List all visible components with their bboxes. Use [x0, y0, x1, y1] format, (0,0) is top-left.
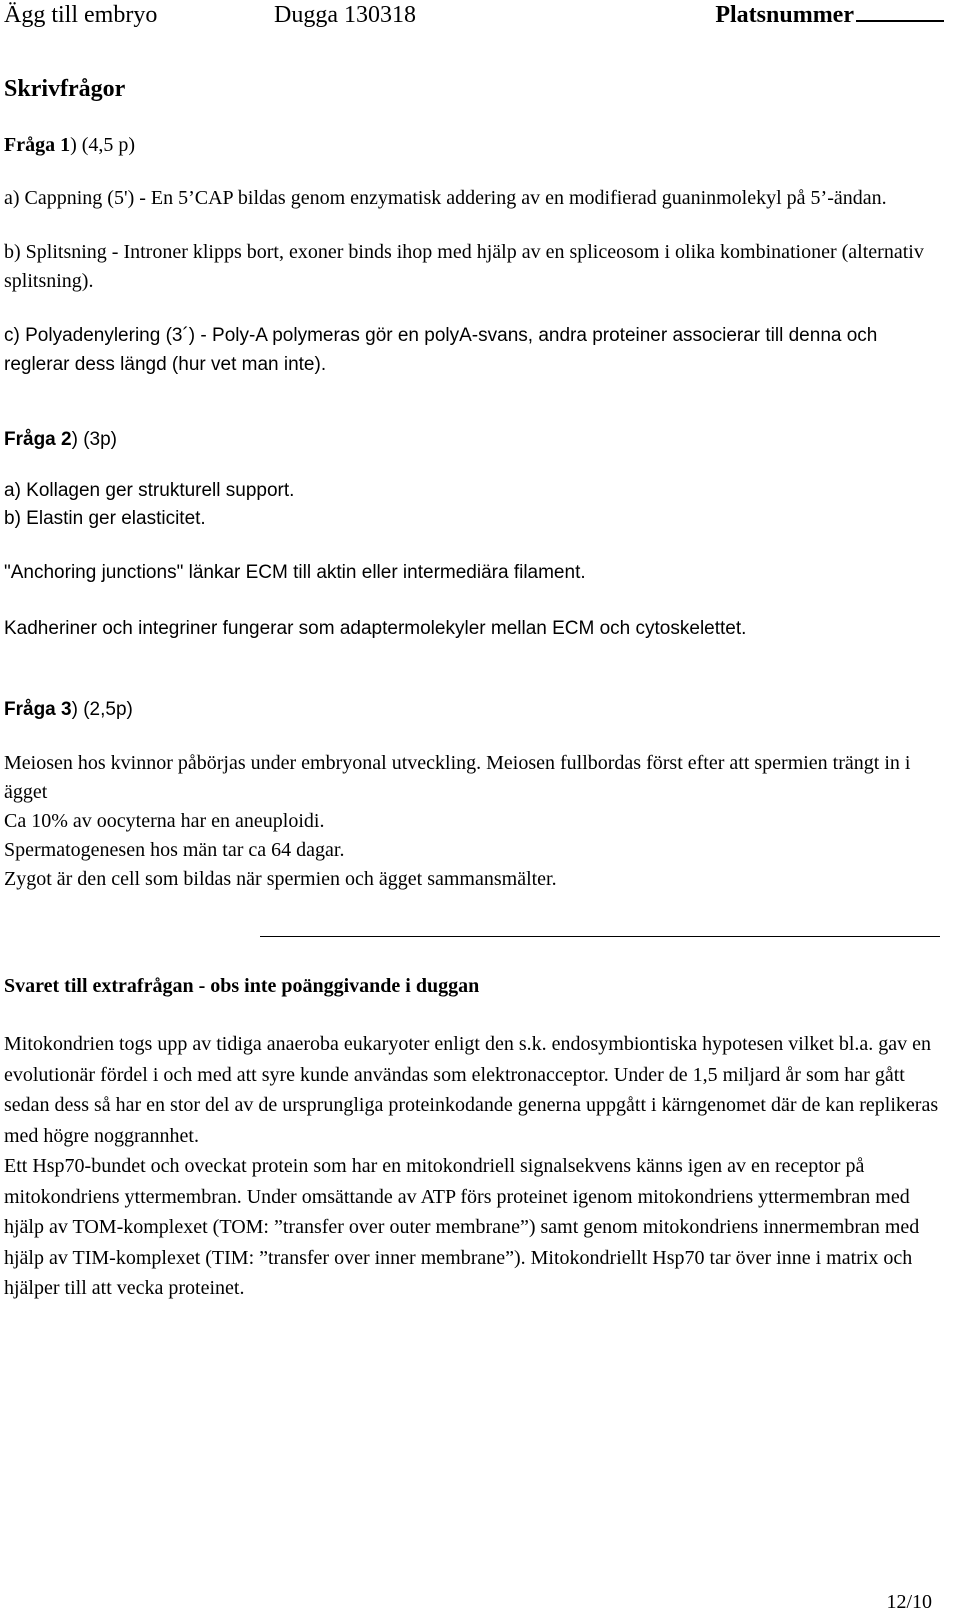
question-3-line-3: Spermatogenesen hos män tar ca 64 dagar.: [4, 839, 345, 861]
seat-number-blank: [856, 20, 944, 22]
question-1-points: ) (4,5 p): [70, 134, 136, 156]
question-3-label: Fråga 3: [4, 699, 72, 720]
extra-question-title: Svaret till extrafrågan - obs inte poänggivande i duggan: [4, 975, 480, 997]
question-2-answer-a: a) Kollagen ger strukturell support.: [4, 480, 295, 501]
question-1-answer-b: b) Splitsning - Introner klipps bort, exoner binds ihop med hjälp av en spliceosom i olika kombinationer (alternativ splitsning).: [4, 241, 924, 292]
document-content: [4, 74, 944, 1304]
question-3-points: ) (2,5p): [71, 699, 133, 720]
question-2-answer-b: b) Elastin ger elasticitet.: [4, 508, 206, 529]
question-2-paragraph-1: "Anchoring junctions" länkar ECM till aktin eller intermediära filament.: [4, 562, 586, 583]
question-2-paragraph-2: Kadheriner och integriner fungerar som adaptermolekyler mellan ECM och cytoskelettet.: [4, 618, 747, 639]
question-1-answer-c: c) Polyadenylering (3´) - Poly-A polymeras gör en polyA-svans, andra proteiner associerar till denna och reglerar dess längd (hur vet man inte).: [4, 325, 878, 375]
question-3-line-2: Ca 10% av oocyterna har en aneuploidi.: [4, 810, 325, 832]
page-number: 12/10: [886, 1591, 932, 1613]
question-1-heading: [4, 132, 944, 158]
question-2-points: ) (3p): [71, 429, 117, 450]
question-1-label: Fråga 1: [4, 134, 71, 156]
extra-answer-paragraph-2: Ett Hsp70-bundet och oveckat protein som har en mitokondriell signalsekvens känns igen av en receptor på mitokondriens yttermembran. Under omsättande av ATP förs proteinet igenom mitokondriens yttermembran med hjälp av TOM-komplexet (TOM: ”transfer over outer membrane”) samt genom mitokondriens innermembran med hjälp av TIM-komplexet (TIM: ”transfer over inner membrane”). Mitokondriellt Hsp70 tar över inne i matrix och hjälper till att vecka proteinet.: [4, 1155, 920, 1299]
question-3-line-1: Meiosen hos kvinnor påbörjas under embryonal utveckling. Meiosen fullbordas först efter att spermien trängt in i ägget: [4, 752, 911, 803]
section-title: Skrivfrågor: [4, 76, 126, 102]
extra-answer-paragraph-1: Mitokondrien togs upp av tidiga anaeroba eukaryoter enligt den s.k. endosymbiontiska hypotesen vilket bl.a. gav en evolutionär fördel i och med att syre kunde användas som elektronacceptor. Under de 1,5 miljard år som har gått sedan dess så har en stor del av de ursprungliga proteinkodande generna uppgått i kärngenomet där de kan replikeras med högre noggrannhet.: [4, 1033, 939, 1147]
question-3-heading: [4, 697, 944, 723]
header-seat-number: [715, 2, 944, 29]
page-header: [4, 2, 944, 34]
header-exam-date: Dugga 130318: [274, 2, 416, 28]
question-2-label: Fråga 2: [4, 429, 72, 450]
question-3-line-4: Zygot är den cell som bildas när spermien och ägget sammansmälter.: [4, 868, 557, 890]
question-1-answer-a: a) Cappning (5') - En 5’CAP bildas genom enzymatisk addering av en modifierad guaninmolekyl på 5’-ändan.: [4, 187, 887, 209]
seat-number-label: Platsnummer: [715, 2, 854, 28]
question-2-heading: [4, 427, 944, 453]
header-course: Ägg till embryo: [4, 2, 158, 28]
